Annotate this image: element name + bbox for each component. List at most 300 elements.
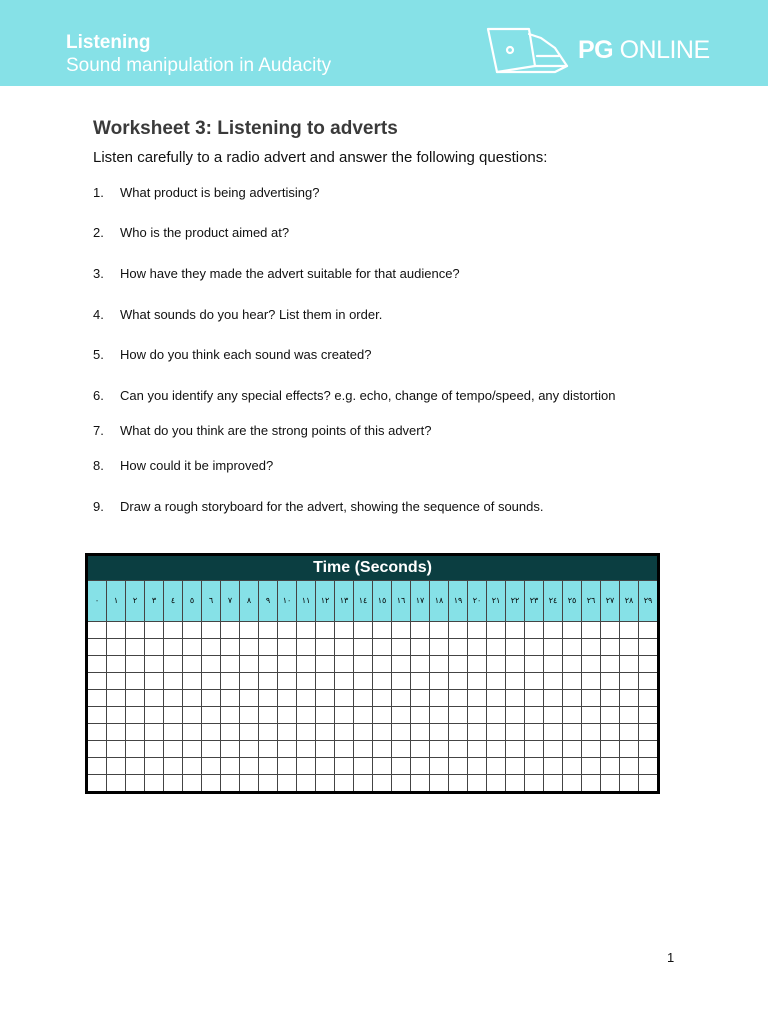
timeline-cell[interactable]	[430, 724, 449, 741]
timeline-cell[interactable]	[563, 775, 582, 793]
timeline-cell[interactable]	[316, 656, 335, 673]
timeline-cell[interactable]	[487, 639, 506, 656]
timeline-cell[interactable]	[639, 741, 659, 758]
timeline-cell[interactable]	[544, 656, 563, 673]
timeline-cell[interactable]	[297, 707, 316, 724]
timeline-cell[interactable]	[430, 656, 449, 673]
timeline-cell[interactable]	[411, 622, 430, 639]
timeline-cell[interactable]	[506, 639, 525, 656]
timeline-cell[interactable]	[335, 758, 354, 775]
timeline-cell[interactable]	[468, 673, 487, 690]
timeline-cell[interactable]	[582, 673, 601, 690]
timeline-cell[interactable]	[316, 622, 335, 639]
timeline-cell[interactable]	[544, 673, 563, 690]
timeline-cell[interactable]	[506, 690, 525, 707]
timeline-cell[interactable]	[145, 690, 164, 707]
timeline-cell[interactable]	[487, 622, 506, 639]
timeline-cell[interactable]	[544, 741, 563, 758]
timeline-cell[interactable]	[373, 622, 392, 639]
timeline-cell[interactable]	[449, 690, 468, 707]
timeline-cell[interactable]	[411, 758, 430, 775]
timeline-cell[interactable]	[107, 707, 126, 724]
timeline-cell[interactable]	[563, 707, 582, 724]
timeline-cell[interactable]	[278, 690, 297, 707]
timeline-cell[interactable]	[87, 724, 107, 741]
timeline-cell[interactable]	[316, 758, 335, 775]
timeline-cell[interactable]	[392, 656, 411, 673]
timeline-cell[interactable]	[430, 758, 449, 775]
timeline-cell[interactable]	[601, 690, 620, 707]
timeline-cell[interactable]	[487, 758, 506, 775]
timeline-cell[interactable]	[601, 741, 620, 758]
timeline-cell[interactable]	[164, 741, 183, 758]
timeline-cell[interactable]	[183, 724, 202, 741]
timeline-cell[interactable]	[582, 690, 601, 707]
timeline-cell[interactable]	[525, 656, 544, 673]
timeline-cell[interactable]	[449, 775, 468, 793]
timeline-cell[interactable]	[487, 673, 506, 690]
timeline-cell[interactable]	[145, 622, 164, 639]
timeline-cell[interactable]	[126, 758, 145, 775]
timeline-cell[interactable]	[107, 690, 126, 707]
timeline-cell[interactable]	[373, 673, 392, 690]
timeline-cell[interactable]	[487, 707, 506, 724]
timeline-cell[interactable]	[202, 707, 221, 724]
timeline-cell[interactable]	[392, 724, 411, 741]
timeline-cell[interactable]	[107, 724, 126, 741]
timeline-cell[interactable]	[487, 775, 506, 793]
timeline-cell[interactable]	[563, 639, 582, 656]
timeline-cell[interactable]	[582, 741, 601, 758]
timeline-cell[interactable]	[506, 622, 525, 639]
timeline-cell[interactable]	[126, 656, 145, 673]
timeline-cell[interactable]	[449, 707, 468, 724]
timeline-cell[interactable]	[145, 758, 164, 775]
timeline-cell[interactable]	[430, 775, 449, 793]
timeline-cell[interactable]	[335, 690, 354, 707]
timeline-cell[interactable]	[354, 656, 373, 673]
timeline-cell[interactable]	[126, 724, 145, 741]
timeline-cell[interactable]	[544, 724, 563, 741]
timeline-cell[interactable]	[582, 758, 601, 775]
timeline-cell[interactable]	[601, 639, 620, 656]
timeline-cell[interactable]	[259, 673, 278, 690]
timeline-cell[interactable]	[278, 724, 297, 741]
timeline-cell[interactable]	[639, 656, 659, 673]
timeline-cell[interactable]	[582, 656, 601, 673]
timeline-cell[interactable]	[411, 673, 430, 690]
timeline-cell[interactable]	[544, 775, 563, 793]
timeline-cell[interactable]	[601, 775, 620, 793]
timeline-cell[interactable]	[202, 673, 221, 690]
timeline-cell[interactable]	[449, 724, 468, 741]
timeline-cell[interactable]	[639, 724, 659, 741]
timeline-cell[interactable]	[240, 639, 259, 656]
timeline-cell[interactable]	[202, 775, 221, 793]
timeline-cell[interactable]	[107, 622, 126, 639]
timeline-cell[interactable]	[316, 690, 335, 707]
timeline-cell[interactable]	[297, 741, 316, 758]
timeline-cell[interactable]	[221, 622, 240, 639]
timeline-cell[interactable]	[126, 690, 145, 707]
timeline-cell[interactable]	[316, 775, 335, 793]
timeline-cell[interactable]	[582, 707, 601, 724]
timeline-cell[interactable]	[525, 673, 544, 690]
timeline-cell[interactable]	[525, 724, 544, 741]
timeline-cell[interactable]	[430, 707, 449, 724]
timeline-cell[interactable]	[620, 656, 639, 673]
timeline-cell[interactable]	[259, 690, 278, 707]
timeline-cell[interactable]	[373, 724, 392, 741]
timeline-cell[interactable]	[639, 673, 659, 690]
timeline-cell[interactable]	[278, 775, 297, 793]
timeline-cell[interactable]	[297, 639, 316, 656]
timeline-cell[interactable]	[392, 741, 411, 758]
timeline-cell[interactable]	[411, 724, 430, 741]
timeline-cell[interactable]	[544, 707, 563, 724]
timeline-cell[interactable]	[506, 724, 525, 741]
timeline-cell[interactable]	[335, 673, 354, 690]
timeline-cell[interactable]	[392, 775, 411, 793]
timeline-cell[interactable]	[639, 622, 659, 639]
timeline-cell[interactable]	[525, 758, 544, 775]
timeline-cell[interactable]	[107, 639, 126, 656]
timeline-cell[interactable]	[468, 724, 487, 741]
timeline-cell[interactable]	[202, 724, 221, 741]
timeline-cell[interactable]	[506, 775, 525, 793]
timeline-cell[interactable]	[126, 639, 145, 656]
timeline-cell[interactable]	[468, 639, 487, 656]
timeline-cell[interactable]	[639, 639, 659, 656]
timeline-cell[interactable]	[240, 690, 259, 707]
timeline-cell[interactable]	[639, 690, 659, 707]
timeline-cell[interactable]	[183, 741, 202, 758]
timeline-cell[interactable]	[145, 775, 164, 793]
timeline-cell[interactable]	[468, 690, 487, 707]
timeline-cell[interactable]	[468, 622, 487, 639]
timeline-cell[interactable]	[240, 775, 259, 793]
timeline-cell[interactable]	[487, 690, 506, 707]
timeline-cell[interactable]	[259, 741, 278, 758]
timeline-cell[interactable]	[373, 775, 392, 793]
timeline-cell[interactable]	[87, 775, 107, 793]
timeline-cell[interactable]	[354, 724, 373, 741]
timeline-cell[interactable]	[620, 724, 639, 741]
timeline-cell[interactable]	[620, 639, 639, 656]
timeline-cell[interactable]	[107, 656, 126, 673]
timeline-cell[interactable]	[164, 758, 183, 775]
timeline-cell[interactable]	[392, 707, 411, 724]
timeline-cell[interactable]	[411, 741, 430, 758]
timeline-cell[interactable]	[87, 673, 107, 690]
timeline-cell[interactable]	[183, 622, 202, 639]
timeline-cell[interactable]	[335, 622, 354, 639]
timeline-cell[interactable]	[354, 690, 373, 707]
timeline-cell[interactable]	[126, 622, 145, 639]
timeline-cell[interactable]	[145, 656, 164, 673]
timeline-cell[interactable]	[221, 724, 240, 741]
timeline-cell[interactable]	[354, 741, 373, 758]
timeline-cell[interactable]	[316, 673, 335, 690]
timeline-cell[interactable]	[411, 707, 430, 724]
timeline-cell[interactable]	[145, 724, 164, 741]
timeline-cell[interactable]	[563, 656, 582, 673]
timeline-cell[interactable]	[126, 707, 145, 724]
timeline-cell[interactable]	[259, 775, 278, 793]
timeline-cell[interactable]	[411, 690, 430, 707]
timeline-cell[interactable]	[487, 724, 506, 741]
timeline-cell[interactable]	[87, 690, 107, 707]
timeline-cell[interactable]	[202, 758, 221, 775]
timeline-cell[interactable]	[240, 741, 259, 758]
timeline-cell[interactable]	[620, 690, 639, 707]
timeline-cell[interactable]	[563, 758, 582, 775]
timeline-cell[interactable]	[468, 656, 487, 673]
timeline-cell[interactable]	[240, 707, 259, 724]
timeline-cell[interactable]	[392, 690, 411, 707]
timeline-cell[interactable]	[563, 724, 582, 741]
timeline-cell[interactable]	[544, 622, 563, 639]
timeline-cell[interactable]	[506, 707, 525, 724]
timeline-cell[interactable]	[316, 639, 335, 656]
timeline-cell[interactable]	[164, 622, 183, 639]
timeline-cell[interactable]	[373, 639, 392, 656]
timeline-cell[interactable]	[126, 775, 145, 793]
timeline-cell[interactable]	[259, 622, 278, 639]
timeline-cell[interactable]	[392, 758, 411, 775]
timeline-cell[interactable]	[620, 622, 639, 639]
timeline-cell[interactable]	[620, 673, 639, 690]
timeline-cell[interactable]	[354, 758, 373, 775]
timeline-cell[interactable]	[278, 758, 297, 775]
timeline-cell[interactable]	[449, 622, 468, 639]
timeline-cell[interactable]	[373, 707, 392, 724]
timeline-cell[interactable]	[278, 707, 297, 724]
timeline-cell[interactable]	[449, 673, 468, 690]
timeline-cell[interactable]	[164, 673, 183, 690]
timeline-cell[interactable]	[354, 775, 373, 793]
timeline-cell[interactable]	[601, 673, 620, 690]
timeline-cell[interactable]	[183, 656, 202, 673]
timeline-cell[interactable]	[259, 724, 278, 741]
timeline-cell[interactable]	[297, 724, 316, 741]
timeline-cell[interactable]	[145, 707, 164, 724]
timeline-cell[interactable]	[107, 673, 126, 690]
timeline-cell[interactable]	[639, 707, 659, 724]
timeline-cell[interactable]	[316, 707, 335, 724]
timeline-cell[interactable]	[221, 775, 240, 793]
timeline-cell[interactable]	[430, 639, 449, 656]
timeline-cell[interactable]	[221, 673, 240, 690]
timeline-cell[interactable]	[354, 622, 373, 639]
timeline-cell[interactable]	[601, 707, 620, 724]
timeline-cell[interactable]	[582, 775, 601, 793]
timeline-cell[interactable]	[468, 775, 487, 793]
timeline-cell[interactable]	[430, 622, 449, 639]
timeline-cell[interactable]	[411, 639, 430, 656]
timeline-cell[interactable]	[87, 741, 107, 758]
timeline-cell[interactable]	[202, 639, 221, 656]
timeline-cell[interactable]	[354, 673, 373, 690]
timeline-cell[interactable]	[297, 690, 316, 707]
timeline-cell[interactable]	[506, 673, 525, 690]
timeline-cell[interactable]	[221, 758, 240, 775]
timeline-cell[interactable]	[164, 639, 183, 656]
timeline-cell[interactable]	[183, 758, 202, 775]
timeline-cell[interactable]	[449, 758, 468, 775]
timeline-cell[interactable]	[620, 741, 639, 758]
timeline-cell[interactable]	[164, 775, 183, 793]
timeline-cell[interactable]	[221, 741, 240, 758]
timeline-cell[interactable]	[525, 741, 544, 758]
timeline-cell[interactable]	[202, 656, 221, 673]
timeline-cell[interactable]	[202, 690, 221, 707]
timeline-cell[interactable]	[563, 741, 582, 758]
timeline-cell[interactable]	[601, 622, 620, 639]
timeline-cell[interactable]	[354, 639, 373, 656]
timeline-cell[interactable]	[487, 741, 506, 758]
timeline-cell[interactable]	[411, 656, 430, 673]
timeline-cell[interactable]	[145, 741, 164, 758]
timeline-cell[interactable]	[145, 673, 164, 690]
timeline-cell[interactable]	[297, 775, 316, 793]
timeline-cell[interactable]	[335, 639, 354, 656]
timeline-cell[interactable]	[449, 741, 468, 758]
timeline-cell[interactable]	[639, 758, 659, 775]
timeline-cell[interactable]	[183, 690, 202, 707]
timeline-cell[interactable]	[620, 707, 639, 724]
timeline-cell[interactable]	[240, 622, 259, 639]
timeline-cell[interactable]	[297, 758, 316, 775]
timeline-cell[interactable]	[259, 656, 278, 673]
timeline-cell[interactable]	[297, 673, 316, 690]
timeline-cell[interactable]	[620, 758, 639, 775]
timeline-cell[interactable]	[620, 775, 639, 793]
timeline-cell[interactable]	[335, 724, 354, 741]
timeline-cell[interactable]	[240, 673, 259, 690]
timeline-cell[interactable]	[468, 758, 487, 775]
timeline-cell[interactable]	[87, 707, 107, 724]
timeline-cell[interactable]	[449, 656, 468, 673]
timeline-cell[interactable]	[544, 690, 563, 707]
timeline-cell[interactable]	[373, 656, 392, 673]
timeline-cell[interactable]	[126, 741, 145, 758]
timeline-cell[interactable]	[601, 724, 620, 741]
timeline-cell[interactable]	[506, 656, 525, 673]
timeline-cell[interactable]	[278, 656, 297, 673]
timeline-cell[interactable]	[164, 656, 183, 673]
timeline-cell[interactable]	[430, 690, 449, 707]
timeline-cell[interactable]	[316, 741, 335, 758]
timeline-cell[interactable]	[221, 707, 240, 724]
timeline-cell[interactable]	[430, 741, 449, 758]
timeline-cell[interactable]	[87, 639, 107, 656]
timeline-cell[interactable]	[183, 673, 202, 690]
timeline-cell[interactable]	[221, 690, 240, 707]
timeline-cell[interactable]	[525, 690, 544, 707]
timeline-cell[interactable]	[240, 758, 259, 775]
timeline-cell[interactable]	[335, 741, 354, 758]
timeline-cell[interactable]	[107, 775, 126, 793]
timeline-cell[interactable]	[202, 741, 221, 758]
timeline-cell[interactable]	[183, 707, 202, 724]
timeline-cell[interactable]	[392, 622, 411, 639]
timeline-cell[interactable]	[525, 775, 544, 793]
timeline-cell[interactable]	[430, 673, 449, 690]
timeline-cell[interactable]	[259, 758, 278, 775]
timeline-cell[interactable]	[449, 639, 468, 656]
timeline-cell[interactable]	[525, 622, 544, 639]
timeline-cell[interactable]	[202, 622, 221, 639]
timeline-cell[interactable]	[525, 707, 544, 724]
timeline-cell[interactable]	[335, 656, 354, 673]
timeline-cell[interactable]	[335, 775, 354, 793]
timeline-cell[interactable]	[335, 707, 354, 724]
timeline-cell[interactable]	[278, 639, 297, 656]
timeline-cell[interactable]	[297, 656, 316, 673]
timeline-cell[interactable]	[240, 656, 259, 673]
timeline-cell[interactable]	[259, 639, 278, 656]
timeline-cell[interactable]	[506, 741, 525, 758]
timeline-cell[interactable]	[183, 775, 202, 793]
timeline-cell[interactable]	[392, 639, 411, 656]
timeline-cell[interactable]	[468, 741, 487, 758]
timeline-cell[interactable]	[487, 656, 506, 673]
timeline-cell[interactable]	[126, 673, 145, 690]
timeline-cell[interactable]	[316, 724, 335, 741]
timeline-cell[interactable]	[582, 724, 601, 741]
timeline-cell[interactable]	[221, 656, 240, 673]
timeline-cell[interactable]	[544, 758, 563, 775]
timeline-cell[interactable]	[411, 775, 430, 793]
timeline-cell[interactable]	[221, 639, 240, 656]
timeline-cell[interactable]	[278, 622, 297, 639]
timeline-cell[interactable]	[373, 741, 392, 758]
timeline-cell[interactable]	[278, 741, 297, 758]
timeline-cell[interactable]	[563, 622, 582, 639]
timeline-cell[interactable]	[506, 758, 525, 775]
timeline-cell[interactable]	[183, 639, 202, 656]
timeline-cell[interactable]	[373, 690, 392, 707]
timeline-cell[interactable]	[107, 741, 126, 758]
timeline-cell[interactable]	[525, 639, 544, 656]
timeline-cell[interactable]	[87, 758, 107, 775]
timeline-cell[interactable]	[468, 707, 487, 724]
timeline-cell[interactable]	[392, 673, 411, 690]
timeline-cell[interactable]	[164, 707, 183, 724]
timeline-cell[interactable]	[601, 656, 620, 673]
timeline-cell[interactable]	[240, 724, 259, 741]
timeline-cell[interactable]	[563, 673, 582, 690]
timeline-cell[interactable]	[87, 656, 107, 673]
timeline-cell[interactable]	[354, 707, 373, 724]
timeline-cell[interactable]	[582, 622, 601, 639]
timeline-cell[interactable]	[278, 673, 297, 690]
timeline-cell[interactable]	[582, 639, 601, 656]
timeline-cell[interactable]	[164, 724, 183, 741]
timeline-cell[interactable]	[145, 639, 164, 656]
timeline-cell[interactable]	[563, 690, 582, 707]
timeline-cell[interactable]	[544, 639, 563, 656]
timeline-cell[interactable]	[297, 622, 316, 639]
timeline-cell[interactable]	[259, 707, 278, 724]
timeline-cell[interactable]	[107, 758, 126, 775]
timeline-cell[interactable]	[639, 775, 659, 793]
timeline-cell[interactable]	[164, 690, 183, 707]
timeline-cell[interactable]	[601, 758, 620, 775]
timeline-cell[interactable]	[373, 758, 392, 775]
timeline-cell[interactable]	[87, 622, 107, 639]
